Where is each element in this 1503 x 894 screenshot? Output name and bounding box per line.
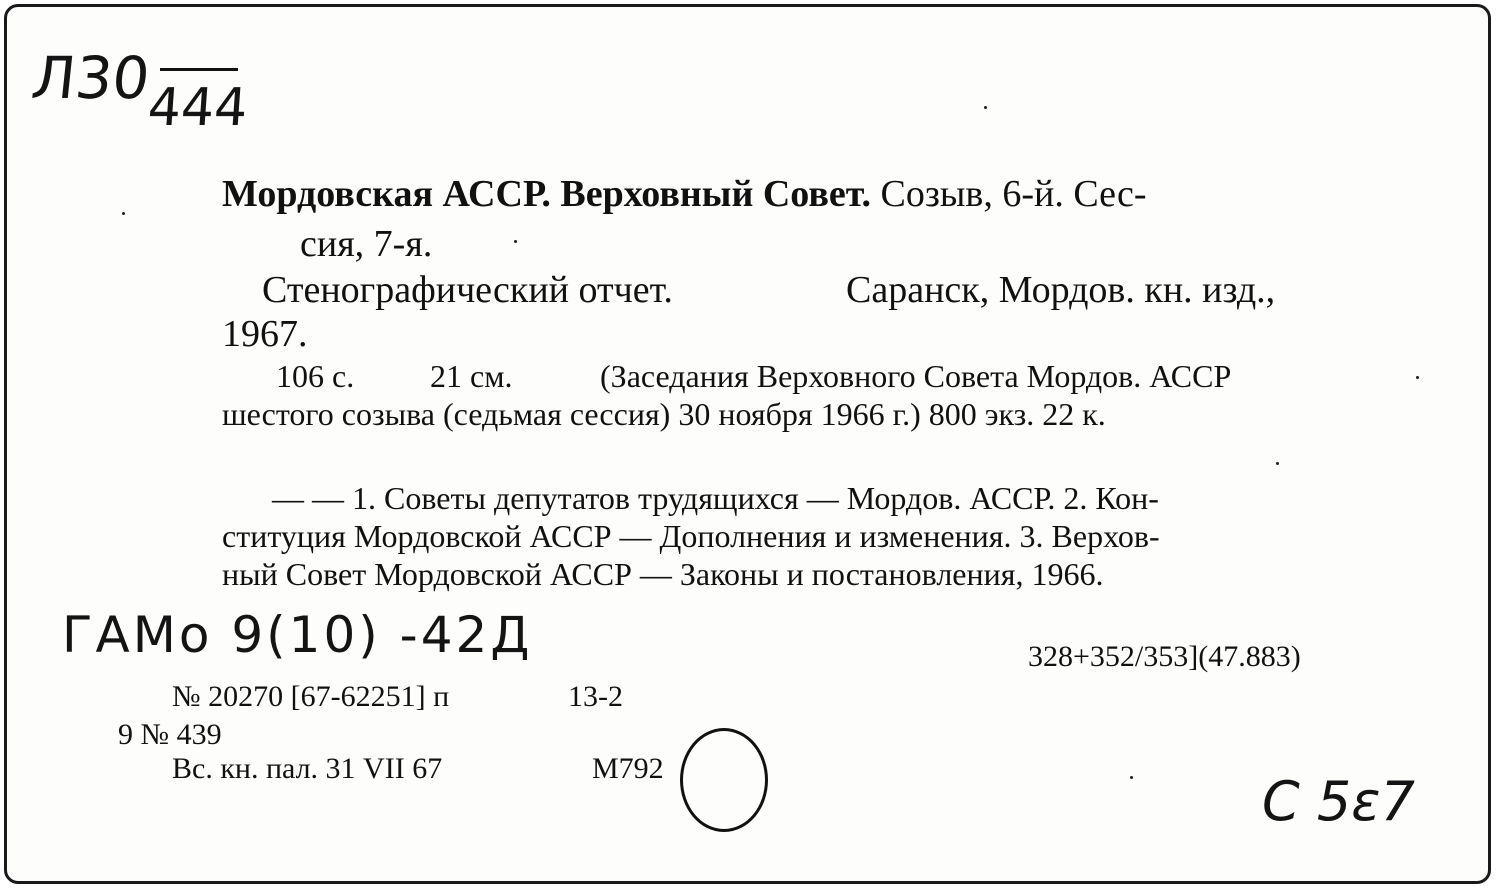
- scan-speck: [1416, 376, 1419, 379]
- subjects-line2: ституция Мордовской АССР — Дополнения и изменения. 3. Верхов-: [222, 518, 1160, 554]
- punch-hole-circle: [680, 728, 768, 832]
- footer-signed: Вс. кн. пал. 31 VII 67: [172, 752, 443, 785]
- shelf-mark-line: [160, 68, 238, 71]
- scan-speck: [514, 240, 517, 243]
- scan-speck: [984, 106, 987, 109]
- title-line1-b: Саранск, Мордов. кн. изд.,: [846, 269, 1276, 311]
- title-line1-a: Стенографический отчет.: [262, 269, 673, 311]
- scan-speck: [1130, 776, 1133, 779]
- desc-line2: шестого созыва (седьмая сессия) 30 ноября 1966 г.) 800 экз. 22 к.: [222, 396, 1106, 432]
- shelf-mark-denominator: 444: [145, 78, 250, 138]
- corner-code-handwritten: С 5ɛ7: [1262, 770, 1416, 833]
- scan-speck: [1276, 462, 1279, 465]
- footer-code: 13-2: [568, 680, 623, 713]
- footer-order: 9 № 439: [118, 718, 222, 751]
- subjects-line3: ный Совет Мордовской АССР — Законы и постановления, 1966.: [222, 556, 1104, 592]
- desc-size: 21 см.: [430, 358, 513, 394]
- title-line2: 1967.: [222, 313, 308, 355]
- desc-series: (Заседания Верховного Совета Мордов. АССР: [600, 358, 1232, 394]
- subjects-line1: — — 1. Советы депутатов трудящихся — Мордов. АССР. 2. Кон-: [272, 480, 1159, 516]
- classification-index: 328+352/353](47.883): [1028, 640, 1301, 673]
- entry-heading-line2: сия, 7-я.: [300, 223, 433, 265]
- archive-code-handwritten: ГАМо 9(10) -42Д: [62, 606, 533, 664]
- entry-heading-rest: Созыв, 6-й. Сес-: [880, 173, 1147, 215]
- footer-m-code: М792: [592, 752, 664, 785]
- desc-pages: 106 с.: [276, 358, 355, 394]
- shelf-mark-number: Л30: [28, 44, 153, 112]
- entry-heading-bold: Мордовская АССР. Верховный Совет.: [222, 173, 872, 215]
- scan-speck: [122, 212, 125, 215]
- entry-heading-line1: [222, 172, 1147, 216]
- footer-number: № 20270 [67-62251] п: [172, 680, 450, 713]
